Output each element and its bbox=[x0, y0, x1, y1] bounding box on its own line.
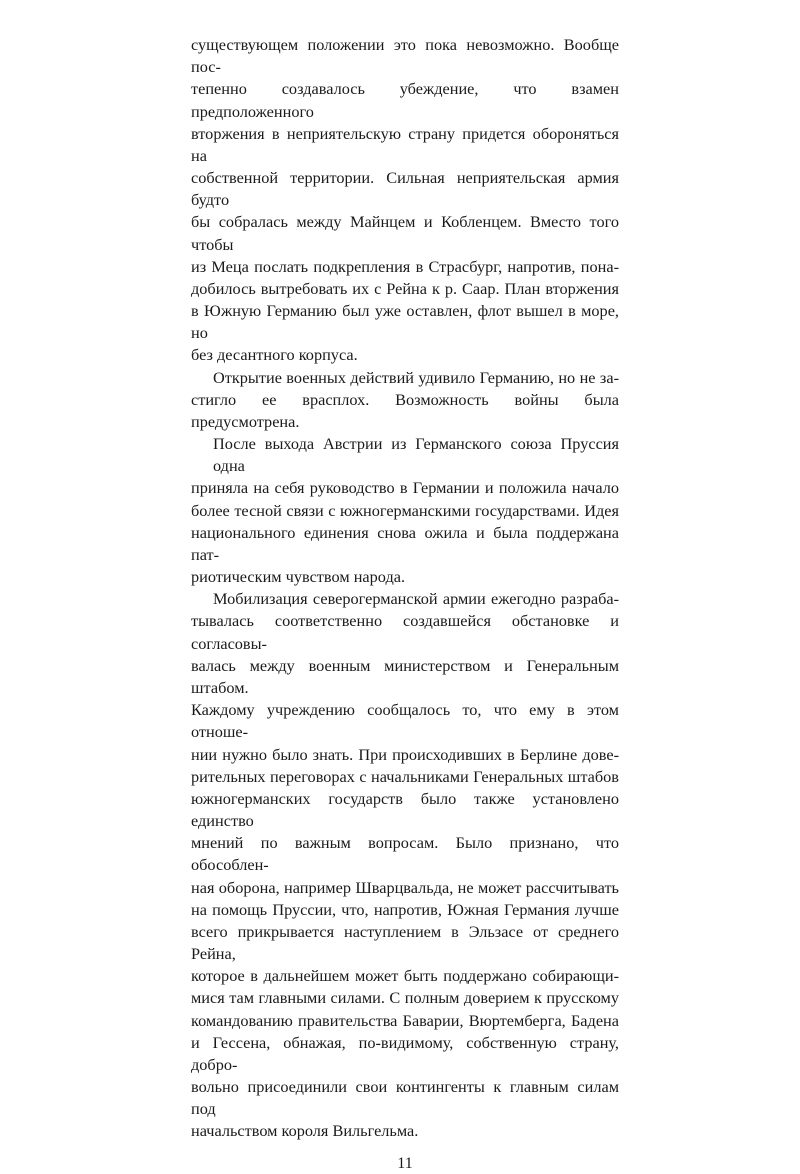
text-line: тывалась соответственно создавшейся обстановке и согласовы- bbox=[191, 611, 619, 653]
text-line: вольно присоединили свои контингенты к главным силам под bbox=[191, 1077, 619, 1119]
text-line: нии нужно было знать. При происходивших в Берлине дове- bbox=[191, 744, 619, 764]
paragraph bbox=[191, 34, 619, 367]
text-line: командованию правительства Баварии, Вюртемберга, Бадена bbox=[191, 1010, 619, 1030]
text-line: которое в дальнейшем может быть поддержано собирающи- bbox=[191, 966, 619, 986]
text-line: в Южную Германию был уже оставлен, флот вышел в море, но bbox=[191, 301, 619, 343]
text-line: на помощь Пруссии, что, напротив, Южная Германия лучше bbox=[191, 899, 619, 919]
text-line: мнений по важным вопросам. Было признано, что обособлен- bbox=[191, 833, 619, 875]
text-line: без десантного корпуса. bbox=[191, 345, 358, 365]
text-line: рительных переговорах с начальниками Генеральных штабов bbox=[191, 766, 619, 786]
text-line: ная оборона, например Шварцвальда, не может рассчитывать bbox=[191, 877, 619, 897]
page-number: 11 bbox=[397, 1154, 413, 1172]
text-line: риотическим чувством народа. bbox=[191, 567, 406, 587]
text-line: из Меца послать подкрепления в Страсбург, напротив, пона- bbox=[191, 256, 619, 276]
text-line: национального единения снова ожила и была поддержана пат- bbox=[191, 522, 619, 564]
text-line: собственной территории. Сильная неприятельская армия будто bbox=[191, 168, 619, 210]
page-body bbox=[191, 34, 619, 1143]
text-line: и Гессена, обнажая, по-видимому, собственную страну, добро- bbox=[191, 1032, 619, 1074]
text-line: Мобилизация северогерманской армии ежегодно разраба- bbox=[213, 589, 619, 609]
text-line: стигло ее врасплох. Возможность войны была предусмотрена. bbox=[191, 389, 619, 431]
paragraph bbox=[191, 433, 619, 588]
text-line: всего прикрывается наступлением в Эльзасе от среднего Рейна, bbox=[191, 921, 619, 964]
text-line: валась между военным министерством и Генеральным штабом. bbox=[191, 655, 619, 697]
text-line: более тесной связи с южногерманскими государствами. Идея bbox=[191, 500, 619, 520]
paragraph bbox=[191, 367, 619, 434]
text-line: добилось вытребовать их с Рейна к р. Саар. План вторжения bbox=[191, 278, 619, 298]
text-line: После выхода Австрии из Германского союза Пруссия одна bbox=[213, 434, 619, 476]
text-line: тепенно создавалось убеждение, что взамен предположенного bbox=[191, 79, 619, 121]
text-line: Открытие военных действий удивило Германию, но не за- bbox=[213, 367, 619, 387]
text-line: начальством короля Вильгельма. bbox=[191, 1121, 419, 1141]
text-line: мися там главными силами. С полным доверием к прусскому bbox=[191, 988, 619, 1008]
paragraph bbox=[191, 588, 619, 1142]
text-line: приняла на себя руководство в Германии и положила начало bbox=[191, 478, 619, 498]
page bbox=[191, 34, 619, 1174]
text-line: бы собралась между Майнцем и Кобленцем. Вместо того чтобы bbox=[191, 212, 619, 254]
text-line: существующем положении это пока невозможно. Вообще пос- bbox=[191, 35, 619, 77]
text-line: Каждому учреждению сообщалось то, что ему в этом отноше- bbox=[191, 700, 619, 742]
text-line: южногерманских государств было также установлено единство bbox=[191, 788, 619, 831]
text-line: вторжения в неприятельскую страну придется обороняться на bbox=[191, 123, 619, 165]
